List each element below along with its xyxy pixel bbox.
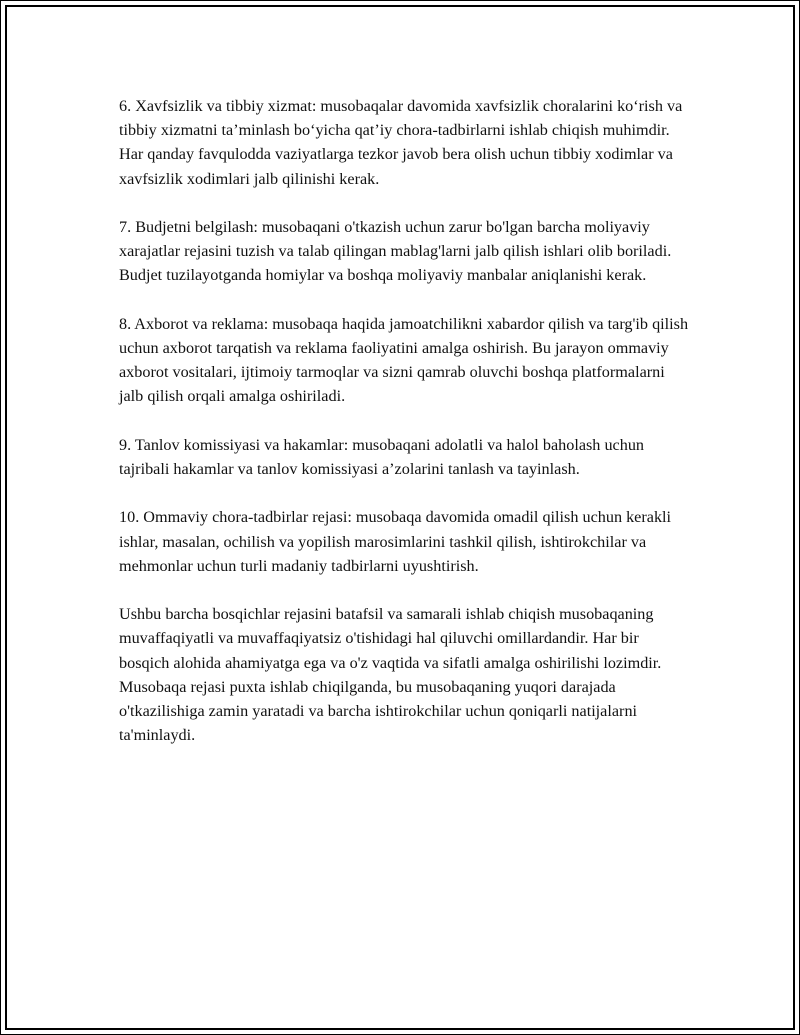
paragraph-budget: 7. Budjetni belgilash: musobaqani o'tkazish uchun zarur bo'lgan barcha moliyaviy xarajatlar rejasini tuzish va talab qilingan mablag'larni jalb qilish ishlari olib boriladi. Budjet tuzilayotganda homiylar va boshqa moliyaviy manbalar aniqlanishi kerak. (119, 218, 672, 285)
paragraph-conclusion: Ushbu barcha bosqichlar rejasini batafsil va samarali ishlab chiqish musobaqaning muvaffaqiyatli va muvaffaqiyatsiz o'tishidagi hal qiluvchi omillardandir. Har bir bosqich alohida ahamiyatga ega va o'z vaqtida va sifatli amalga oshirilishi lozimdir. Musobaqa rejasi puxta ishlab chiqilganda, bu musobaqaning yuqori darajada o'tkazilishiga zamin yaratadi va barcha ishtirokchilar uchun qoniqarli natijalarni ta'minlaydi. (119, 605, 662, 745)
paragraph-safety-medical: 6. Xavfsizlik va tibbiy xizmat: musobaqalar davomida xavfsizlik choralarini ko‘rish va tibbiy xizmatni ta’minlash bo‘yicha qat’iy chora-tadbirlarni ishlab chiqish muhimdir. Har qanday favqulodda vaziyatlarga tezkor javob bera olish uchun tibbiy xodimlar va xavfsizlik xodimlari jalb qilinishi kerak. (119, 97, 683, 188)
paragraph-jury-commission: 9. Tanlov komissiyasi va hakamlar: musobaqani adolatli va halol baholash uchun tajribali hakamlar va tanlov komissiyasi a’zolarini tanlash va tayinlash. (119, 435, 645, 478)
paragraph-information-advertising: 8. Axborot va reklama: musobaqa haqida jamoatchilikni xabardor qilish va targ'ib qilish uchun axborot tarqatish va reklama faoliyatini amalga oshirish. Bu jarayon ommaviy axborot vositalari, ijtimoiy tarmoqlar va sizni qamrab oluvchi boshqa platformalarni jalb qilish orqali amalga oshiriladi. (119, 314, 689, 406)
paragraph-public-events: 10. Ommaviy chora-tadbirlar rejasi: musobaqa davomida omadil qilish uchun kerakli ishlar, masalan, ochilish va yopilish marosimlarini tashkil qilish, ishtirokchilar va mehmonlar uchun turli madaniy tadbirlarni uyushtirish. (119, 508, 672, 575)
document-body (119, 94, 691, 772)
